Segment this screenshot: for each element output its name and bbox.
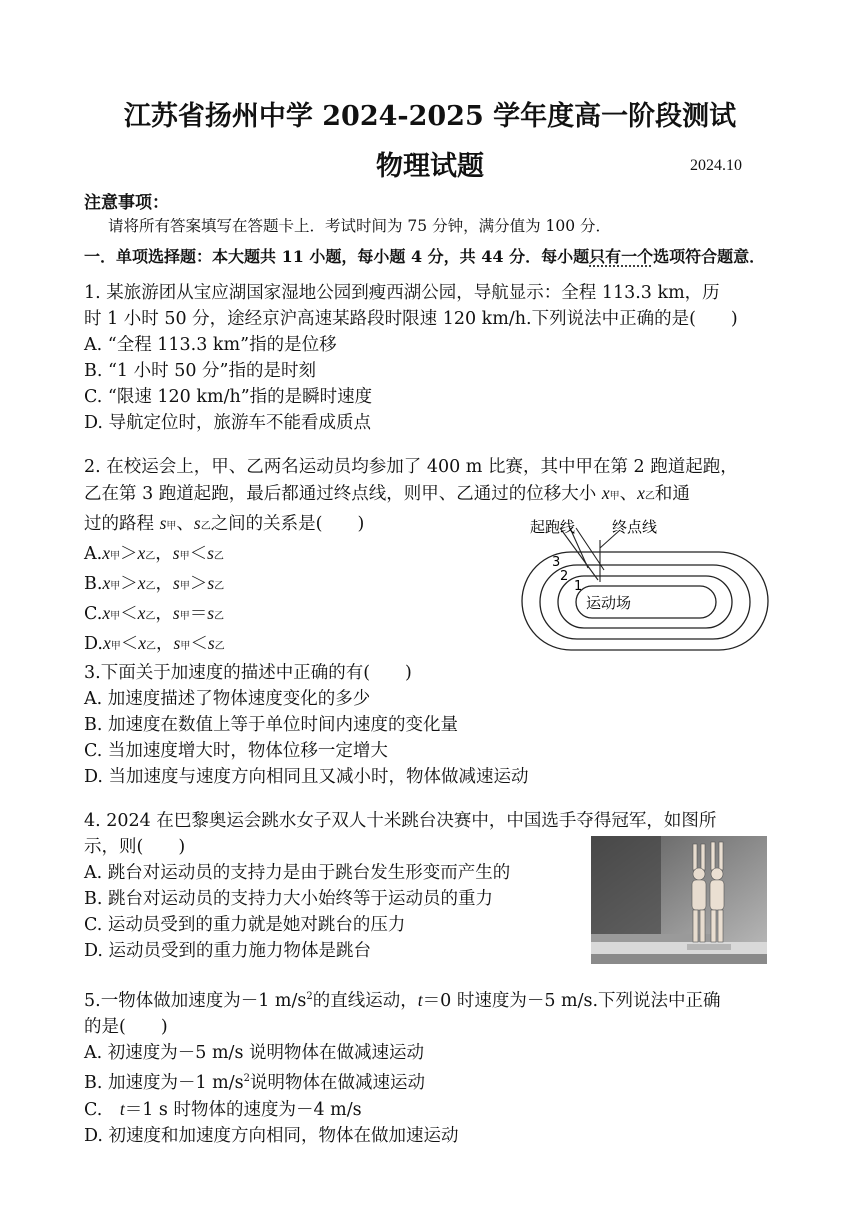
text: ， — [156, 634, 174, 654]
notice-body: 请将所有答案填写在答题卡上．考试时间为 75 分钟，满分值为 100 分． — [108, 217, 612, 235]
symbol: s — [173, 633, 181, 653]
symbol: x — [102, 603, 111, 623]
symbol: s — [173, 573, 180, 593]
subscript: 甲 — [110, 641, 121, 652]
relation: ＝ — [189, 604, 208, 624]
symbol: s — [172, 543, 180, 563]
question-1 — [84, 280, 784, 436]
subscript: 乙 — [213, 551, 224, 562]
symbol: x — [138, 633, 147, 653]
text: 过的路程 — [84, 514, 160, 534]
question-1-stem-line: 时 1 小时 50 分，途经京沪高速某路段时限速 120 km/h.下列说法中正确的是( ) — [84, 309, 738, 329]
question-3-option-a: A. 加速度描述了物体速度变化的多少 — [84, 689, 371, 709]
exam-date: 2024.10 — [690, 157, 742, 174]
symbol: x — [637, 483, 645, 503]
question-5-stem-line — [84, 984, 784, 1014]
text: 、 — [619, 484, 638, 504]
question-3-option-d: D. 当加速度与速度方向相同且又减小时，物体做减速运动 — [84, 767, 529, 787]
text: B. 加速度为－1 m/s — [84, 1072, 244, 1093]
subscript: 甲 — [179, 551, 190, 562]
finish-line-label: 终点线 — [612, 518, 658, 536]
question-5-option-a: A. 初速度为－5 m/s 说明物体在做减速运动 — [84, 1042, 424, 1063]
symbol: s — [207, 573, 215, 593]
question-4-option-d: D. 运动员受到的重力施力物体是跳台 — [84, 941, 372, 961]
subscript: 乙 — [214, 581, 225, 592]
text: 5.一物体做加速度为－1 m/s — [84, 990, 307, 1011]
option-letter: A. — [84, 544, 103, 564]
relation: ＞ — [120, 574, 138, 594]
subscript: 甲 — [166, 521, 177, 532]
subscript: 乙 — [200, 521, 211, 532]
question-4-option-b: B. 跳台对运动员的支持力大小始终等于运动员的重力 — [84, 889, 493, 909]
text: ， — [155, 574, 173, 594]
exam-subtitle: 物理试题 — [376, 151, 484, 182]
option-letter: B. — [84, 574, 103, 594]
subscript: 乙 — [214, 611, 225, 622]
text: ＝0 时速度为－5 m/s.下列说法中正确 — [422, 990, 721, 1011]
subscript: 乙 — [644, 491, 655, 502]
section-heading-post: 选项符合题意． — [653, 247, 766, 266]
text: C. — [84, 1099, 120, 1120]
text: ＝1 s 时物体的速度为－4 m/s — [124, 1099, 362, 1120]
symbol: x — [102, 543, 110, 563]
text: 、 — [176, 514, 194, 534]
symbol: x — [102, 573, 111, 593]
lane-1-label: 1 — [574, 579, 583, 594]
subscript: 甲 — [179, 581, 190, 592]
subscript: 甲 — [110, 581, 121, 592]
question-5 — [84, 984, 784, 1149]
question-3 — [84, 660, 784, 790]
relation: ＜ — [189, 544, 208, 564]
section-heading-pre: 一．单项选择题：本大题共 11 小题，每小题 4 分，共 44 分．每小题 — [84, 247, 590, 266]
track-lane-inner — [558, 576, 732, 628]
relation: ＜ — [190, 634, 208, 654]
symbol: s — [172, 603, 180, 623]
lane-2-label: 2 — [560, 569, 569, 584]
relation: ＜ — [120, 604, 138, 624]
section-heading-emphasis: 只有一个 — [589, 247, 654, 266]
subscript: 甲 — [179, 611, 190, 622]
start-line-label: 起跑线 — [530, 518, 576, 536]
text: 说明物体在做减速运动 — [250, 1072, 426, 1093]
option-letter: D. — [84, 634, 103, 654]
question-3-option-b: B. 加速度在数值上等于单位时间内速度的变化量 — [84, 715, 458, 735]
symbol: x — [601, 483, 610, 503]
text: 和通 — [654, 484, 690, 504]
subscript: 甲 — [180, 641, 191, 652]
question-4-option-c: C. 运动员受到的重力就是她对跳台的压力 — [84, 915, 406, 935]
symbol: s — [159, 513, 167, 533]
subscript: 甲 — [609, 491, 620, 502]
subscript: 乙 — [145, 611, 156, 622]
text: 之间的关系是( ) — [210, 514, 365, 534]
symbol: x — [137, 603, 146, 623]
lane-3-label: 3 — [552, 555, 561, 570]
text: ， — [155, 604, 173, 624]
question-4-option-a: A. 跳台对运动员的支持力是由于跳台发生形变而产生的 — [84, 863, 511, 883]
question-3-option-c: C. 当加速度增大时，物体位移一定增大 — [84, 741, 388, 761]
question-3-stem: 3.下面关于加速度的描述中正确的有( ) — [84, 663, 412, 683]
question-2-stem-line — [84, 480, 784, 510]
question-1-stem-line: 1. 某旅游团从宝应湖国家湿地公园到瘦西湖公园，导航显示：全程 113.3 km，历 — [84, 283, 720, 303]
symbol: t — [119, 1098, 125, 1119]
divers-photo — [591, 836, 767, 964]
question-5-option-c — [84, 1096, 784, 1123]
exam-title: 江苏省扬州中学 2024-2025 学年度高一阶段测试 — [123, 101, 737, 132]
question-1-option-a: A. “全程 113.3 km”指的是位移 — [84, 335, 337, 355]
question-2-stem-line: 2. 在校运会上，甲、乙两名运动员均参加了 400 m 比赛，其中甲在第 2 跑道起跑， — [84, 457, 738, 477]
question-1-option-c: C. “限速 120 km/h”指的是瞬时速度 — [84, 387, 373, 407]
symbol: t — [417, 989, 423, 1010]
question-5-stem-line: 的是( ) — [84, 1016, 168, 1037]
text: ， — [155, 544, 173, 564]
text: 乙在第 3 跑道起跑，最后都通过终点线，则甲、乙通过的位移大小 — [84, 484, 602, 504]
option-letter: C. — [84, 604, 103, 624]
symbol: s — [207, 543, 214, 563]
notice-heading: 注意事项： — [84, 193, 169, 213]
question-5-option-d: D. 初速度和加速度方向相同，物体在做加速运动 — [84, 1125, 459, 1146]
question-1-option-b: B. “1 小时 50 分”指的是时刻 — [84, 361, 316, 381]
text: 的直线运动， — [312, 990, 418, 1011]
subscript: 乙 — [145, 581, 156, 592]
track-figure — [520, 512, 770, 652]
field-label: 运动场 — [586, 594, 632, 612]
symbol: s — [193, 513, 201, 533]
relation: ＞ — [189, 574, 208, 594]
subscript: 乙 — [214, 641, 225, 652]
relation: ＜ — [120, 634, 139, 654]
question-5-option-b — [84, 1066, 784, 1096]
subscript: 乙 — [146, 641, 157, 652]
subscript: 乙 — [145, 551, 156, 562]
symbol: x — [137, 543, 146, 563]
subscript: 甲 — [110, 611, 121, 622]
relation: ＞ — [119, 544, 138, 564]
subscript: 甲 — [109, 551, 120, 562]
symbol: s — [207, 603, 215, 623]
divers-photo-drawing — [591, 836, 767, 964]
symbol: x — [137, 573, 146, 593]
section-heading — [84, 244, 765, 267]
question-1-option-d: D. 导航定位时，旅游车不能看成质点 — [84, 413, 372, 433]
superscript: 2 — [306, 991, 313, 1002]
symbol: x — [102, 633, 111, 653]
superscript: 2 — [243, 1072, 251, 1084]
question-4-stem-line: 示，则( ) — [84, 837, 186, 857]
symbol: s — [207, 633, 215, 653]
question-4-stem-line: 4. 2024 在巴黎奥运会跳水女子双人十米跳台决赛中，中国选手夺得冠军，如图所 — [84, 811, 717, 831]
